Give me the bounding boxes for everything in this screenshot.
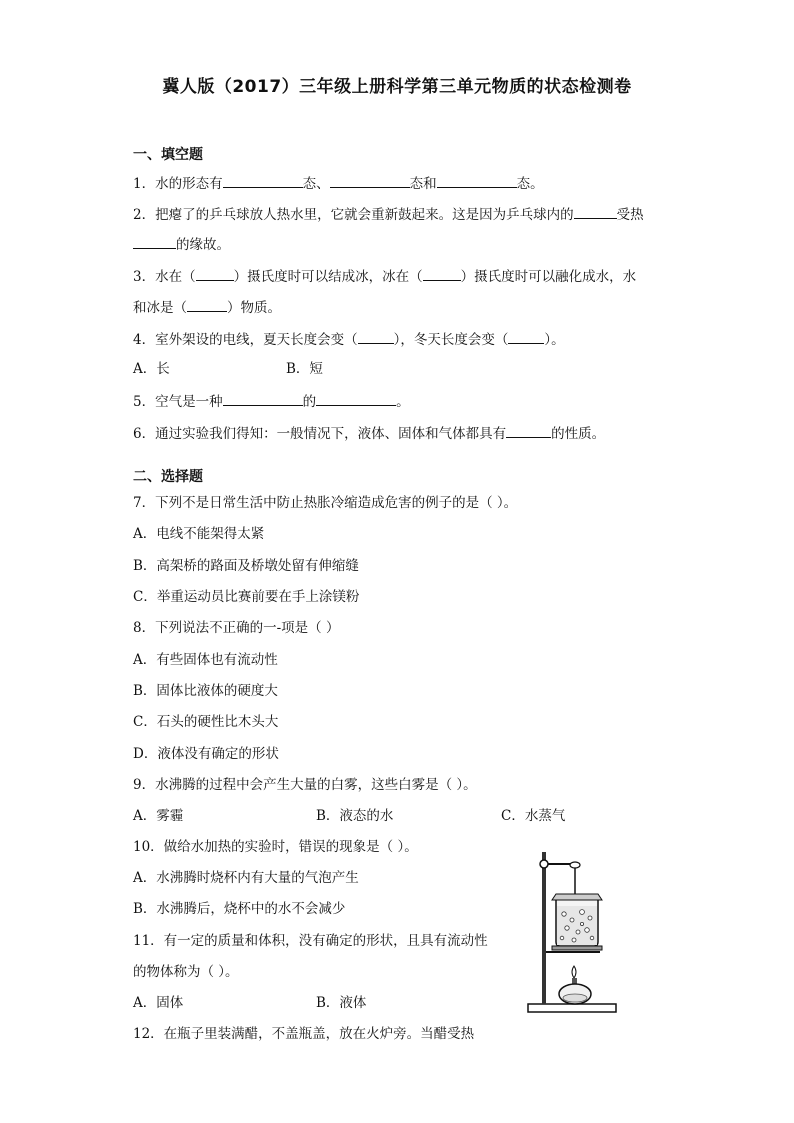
question-2 (133, 204, 644, 224)
q7-option-c[interactable]: C．举重运动员比赛前要在手上涂镁粉 (133, 589, 360, 605)
clamp-jaw (570, 862, 580, 868)
q3-text-b: ）摄氏度时可以结成冰，冰在（ (233, 269, 423, 285)
q7-option-b[interactable]: B．高架桥的路面及桥墩处留有伸缩缝 (133, 558, 359, 574)
q5-text-c: 。 (396, 394, 410, 410)
question-8: 8．下列说法不正确的一-项是（ ） (133, 620, 340, 636)
q1-text-d: 态。 (516, 176, 544, 192)
q2-text-b: 受热 (616, 207, 644, 223)
question-11-options (133, 994, 366, 1012)
section-heading-multiple-choice: 二、选择题 (133, 469, 203, 485)
q4-option-b[interactable]: B．短 (286, 361, 323, 377)
answer-blank[interactable] (133, 234, 176, 249)
question-1 (133, 173, 544, 193)
question-4-options (133, 360, 323, 378)
question-9: 9．水沸腾的过程中会产生大量的白雾，这些白雾是（ ）。 (133, 777, 477, 793)
q6-text-b: 的性质。 (551, 426, 606, 442)
q3-text-d: 和冰是（ (133, 300, 187, 316)
answer-blank[interactable] (423, 266, 461, 281)
answer-blank[interactable] (223, 173, 303, 188)
q9-option-b[interactable]: B．液态的水 (316, 808, 394, 824)
answer-blank[interactable] (316, 391, 396, 406)
q2-text-c: 的缘故。 (176, 237, 230, 253)
q10-option-b[interactable]: B．水沸腾后，烧杯中的水不会减少 (133, 901, 346, 917)
q10-option-a[interactable]: A．水沸腾时烧杯内有大量的气泡产生 (133, 870, 359, 886)
question-6 (133, 423, 605, 443)
answer-blank[interactable] (330, 173, 410, 188)
heating-apparatus-illustration (512, 848, 624, 1018)
question-11-continued: 的物体称为（ ）。 (133, 964, 239, 980)
answer-blank[interactable] (223, 391, 303, 406)
flame (572, 966, 576, 978)
question-9-options (133, 807, 565, 825)
answer-blank[interactable] (187, 297, 227, 312)
question-10: 10．做给水加热的实验时，错误的现象是（ ）。 (133, 839, 418, 855)
section-heading-fill-blank: 一、填空题 (133, 147, 203, 163)
steam (552, 894, 602, 900)
stand-base (528, 1004, 616, 1012)
q8-option-a[interactable]: A．有些固体也有流动性 (133, 652, 278, 668)
q9-option-a[interactable]: A．雾霾 (133, 808, 184, 824)
answer-blank[interactable] (574, 204, 617, 219)
q8-option-d[interactable]: D．液体没有确定的形状 (133, 746, 279, 762)
lamp-fuel (563, 994, 587, 1002)
q4-option-a[interactable]: A．长 (133, 361, 170, 377)
q1-text-c: 态和 (409, 176, 437, 192)
lamp-wick (572, 978, 577, 984)
q4-text-b: ），冬天长度会变（ (393, 332, 509, 348)
q5-text-b: 的 (302, 394, 317, 410)
question-7: 7．下列不是日常生活中防止热胀冷缩造成危害的例子的是（ ）。 (133, 495, 518, 511)
q11-option-b[interactable]: B．液体 (316, 995, 367, 1011)
q7-option-a[interactable]: A．电线不能架得太紧 (133, 526, 265, 542)
answer-blank[interactable] (196, 266, 234, 281)
question-12: 12．在瓶子里装满醋，不盖瓶盖，放在火炉旁。当醋受热 (133, 1026, 475, 1042)
q8-option-b[interactable]: B．固体比液体的硬度大 (133, 683, 278, 699)
answer-blank[interactable] (358, 329, 394, 344)
q11-option-a[interactable]: A．固体 (133, 995, 184, 1011)
q9-option-c[interactable]: C．水蒸气 (501, 808, 566, 824)
q8-option-c[interactable]: C．石头的硬性比木头大 (133, 714, 279, 730)
clamp-knob (540, 860, 548, 868)
answer-blank[interactable] (508, 329, 544, 344)
stand-rod (542, 852, 546, 1004)
wire-gauze (552, 946, 602, 950)
question-3 (133, 266, 636, 286)
question-2-continued (133, 234, 230, 254)
q2-text-a: 2．把瘪了的乒乓球放人热水里，它就会重新鼓起来。这是因为乒乓球内的 (133, 207, 574, 223)
q5-text-a: 5．空气是一种 (133, 394, 223, 410)
question-5 (133, 391, 410, 411)
q3-text-e: ）物质。 (227, 300, 281, 316)
q3-text-a: 3．水在（ (133, 269, 196, 285)
q1-text-a: 1．水的形态有 (133, 176, 223, 192)
page-title: 冀人版（2017）三年级上册科学第三单元物质的状态检测卷 (162, 77, 632, 97)
q4-text-a: 4．室外架设的电线，夏天长度会变（ (133, 332, 358, 348)
q4-text-c: ）。 (544, 332, 565, 348)
answer-blank[interactable] (437, 173, 517, 188)
question-4 (133, 329, 565, 349)
question-3-continued (133, 297, 281, 317)
q1-text-b: 态、 (302, 176, 330, 192)
answer-blank[interactable] (506, 423, 551, 438)
q3-text-c: ）摄氏度时可以融化成水，水 (460, 269, 637, 285)
q6-text-a: 6．通过实验我们得知：一般情况下，液体、固体和气体都具有 (133, 426, 507, 442)
question-11: 11．有一定的质量和体积，没有确定的形状，且具有流动性 (133, 933, 488, 949)
